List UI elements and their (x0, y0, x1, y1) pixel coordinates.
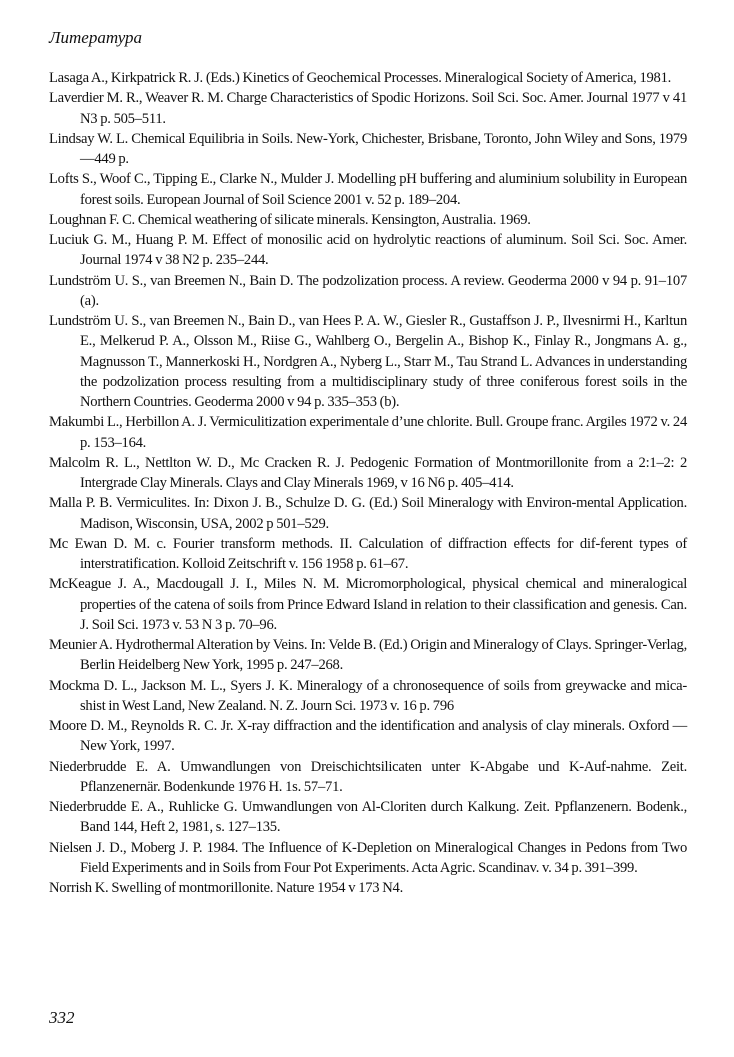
reference-item: Meunier A. Hydrothermal Alteration by Veins. In: Velde B. (Ed.) Origin and Mineralogy of Clays. Springer-Verlag, Berlin Heidelberg New York, 1995 p. 247–268. (49, 637, 687, 674)
reference-item: Moore D. M., Reynolds R. C. Jr. X-ray diffraction and the identification and analysis of clay minerals. Oxford — New York, 1997. (49, 718, 687, 755)
page-number: 332 (49, 1008, 75, 1027)
reference-item: Lundström U. S., van Breemen N., Bain D. The podzolization process. A review. Geoderma 2000 v 94 p. 91–107 (a). (49, 272, 687, 309)
reference-item: Lofts S., Woof C., Tipping E., Clarke N., Mulder J. Modelling pH buffering and aluminium solubility in European forest soils. European Journal of Soil Science 2001 v. 52 p. 189–204. (49, 171, 687, 208)
reference-item: Laverdier M. R., Weaver R. M. Charge Characteristics of Spodic Horizons. Soil Sci. Soc. Amer. Journal 1977 v 41 N3 p. 505–511. (49, 90, 687, 127)
reference-item: Lindsay W. L. Chemical Equilibria in Soils. New-York, Chichester, Brisbane, Toronto, John Wiley and Sons, 1979 —449 p. (49, 130, 687, 167)
reference-item: Nielsen J. D., Moberg J. P. 1984. The Influence of K-Depletion on Mineralogical Changes in Pedons from Two Field Experiments and in Soils from Four Pot Experiments. Acta Agric. Scandinav. v. 34 p. 391–399. (49, 839, 687, 876)
reference-item: Norrish K. Swelling of montmorillonite. Nature 1954 v 173 N4. (49, 880, 403, 896)
running-header: Литература (49, 28, 143, 47)
reference-item: Mc Ewan D. M. c. Fourier transform methods. II. Calculation of diffraction effects for dif-ferent types of interstratification. Kolloid Zeitschrift v. 156 1958 p. 61–67. (49, 535, 687, 572)
reference-item: Loughnan F. C. Chemical weathering of silicate minerals. Kensington, Australia. 1969. (49, 211, 531, 228)
reference-item: McKeague J. A., Macdougall J. I., Miles N. M. Micromorphological, physical chemical and mineralogical properties of the catena of soils from Prince Edward Island in relation to their classification and genesis. Can. J. Soil Sci. 1973 v. 53 N 3 p. 70–96. (49, 576, 687, 633)
reference-list (49, 68, 687, 898)
reference-item: Mockma D. L., Jackson M. L., Syers J. K. Mineralogy of a chronosequence of soils from greywacke and mica-shist in West Land, New Zealand. N. Z. Journ Sci. 1973 v. 16 p. 796 (49, 677, 687, 714)
reference-item: Niederbrudde E. A., Ruhlicke G. Umwandlungen von Al-Cloriten durch Kalkung. Zeit. Ppflanzenern. Bodenk., Band 144, Heft 2, 1981, s. 127–135. (49, 799, 687, 836)
reference-item: Luciuk G. M., Huang P. M. Effect of monosilic acid on hydrolytic reactions of aluminum. Soil Sci. Soc. Amer. Journal 1974 v 38 N2 p. 235–244. (49, 232, 687, 269)
reference-item: Makumbi L., Herbillon A. J. Vermiculitization experimentale d’une chlorite. Bull. Groupe franc. Argiles 1972 v. 24 p. 153–164. (49, 414, 687, 451)
reference-item: Niederbrudde E. A. Umwandlungen von Dreischichtsilicaten unter K-Abgabe und K-Auf-nahme. Zeit. Pflanzenernär. Bodenkunde 1976 H. 1s. 57–71. (49, 758, 687, 795)
reference-item: Lasaga A., Kirkpatrick R. J. (Eds.) Kinetics of Geochemical Processes. Mineralogical Society of America, 1981. (49, 70, 672, 86)
reference-item: Malla P. B. Vermiculites. In: Dixon J. B., Schulze D. G. (Ed.) Soil Mineralogy with Environ-mental Application. Madison, Wisconsin, USA, 2002 p 501–529. (49, 495, 687, 532)
reference-item: Malcolm R. L., Nettlton W. D., Mc Cracken R. J. Pedogenic Formation of Montmorillonite from a 2:1–2: 2 Intergrade Clay Minerals. Clays and Clay Minerals 1969, v 16 N6 p. 405–414. (49, 454, 687, 491)
reference-item: Lundström U. S., van Breemen N., Bain D., van Hees P. A. W., Giesler R., Gustaffson J. P., Ilvesnirmi H., Karltun E., Melkerud P. A., Olsson M., Riise G., Wahlberg O., Bergelin A., Bishop K., Finlay R., Jongmans A. g., Magnusson T., Mannerkoski H., Nordgren A., Nyberg L., Starr M., Tau Strand L. Advances in understanding the podzolization process resulting from a multidisciplinary study of three coniferous forest soils in the Northern Countries. Geoderma 2000 v 94 p. 335–353 (b). (49, 313, 687, 410)
